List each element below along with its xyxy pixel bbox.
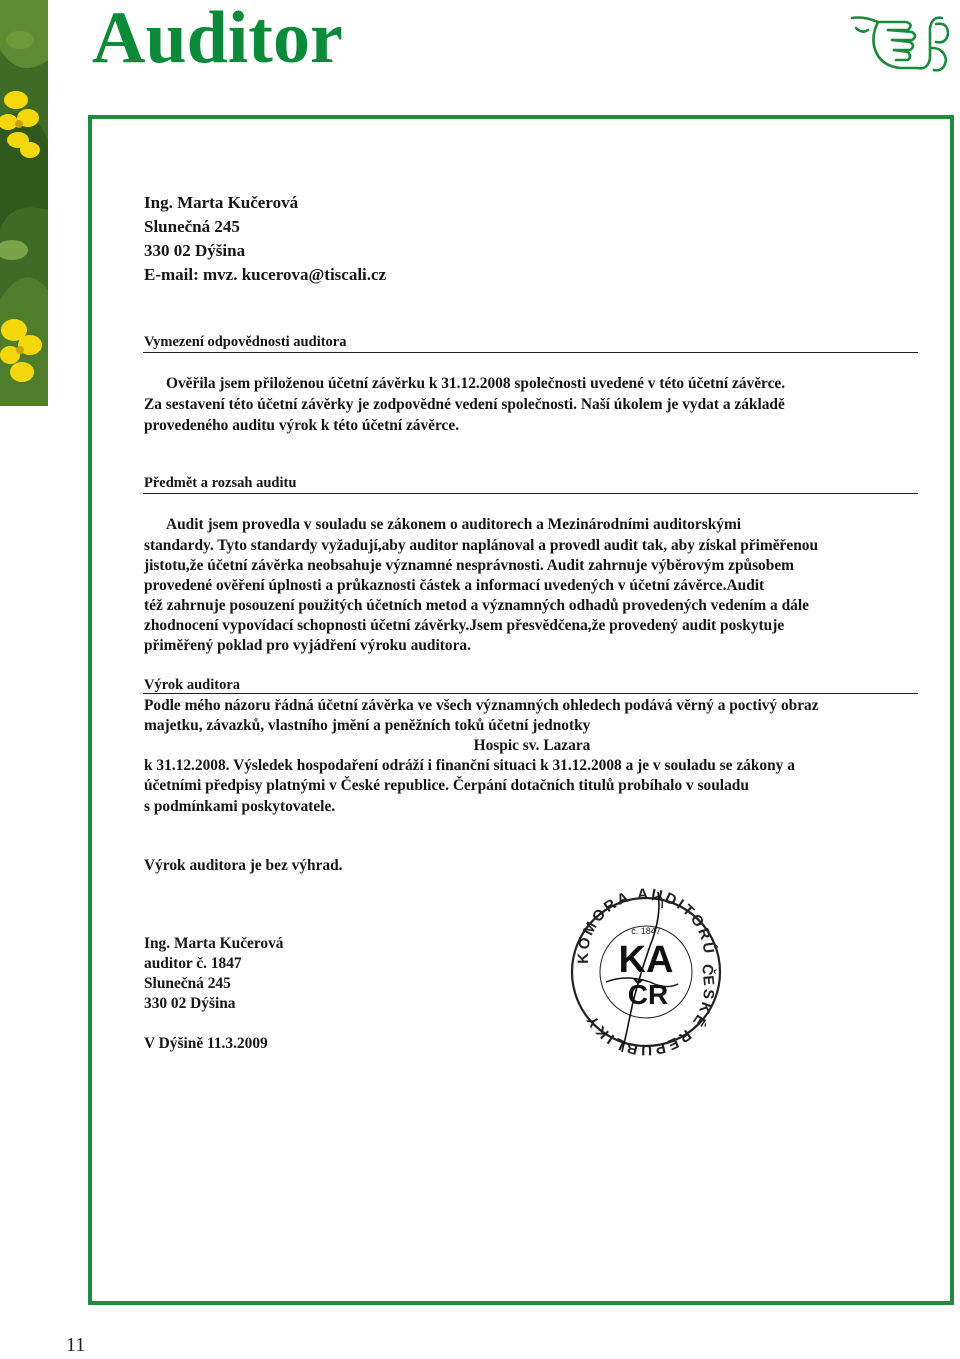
signature-street: Slunečná 245: [144, 975, 231, 992]
sender-email: E-mail: mvz. kucerova@tiscali.cz: [144, 265, 387, 284]
section-rule: [143, 693, 918, 694]
opinion-line: účetními předpisy platnými v České republice. Čerpání dotačních titulů probíhalo v souladu: [144, 777, 749, 794]
opinion-conclusion: Výrok auditora je bez výhrad.: [144, 857, 343, 874]
opinion-line: majetku, závazků, vlastního jmění a peněžních toků účetní jednotky: [144, 717, 591, 734]
signature-city: 330 02 Dýšina: [144, 995, 236, 1012]
page-title: Auditor: [92, 0, 343, 79]
scope-line: zhodnocení vypovídací schopnosti účetní závěrky.Jsem přesvědčena,že provedený audit poskytuje: [144, 617, 785, 634]
svg-text:KA: KA: [618, 939, 674, 981]
place-and-date: V Dýšině 11.3.2009: [144, 1035, 268, 1052]
audited-entity: Hospic sv. Lazara: [473, 737, 591, 754]
scope-line: přiměřený poklad pro vyjádření výroku auditora.: [144, 637, 471, 654]
responsibility-line: Ověřila jsem přiloženou účetní závěrku k 31.12.2008 společnosti uvedené v této účetní závěrce.: [166, 375, 786, 392]
flower-photo: [0, 0, 48, 406]
scope-line: jistotu,že účetní závěrka neobsahuje významné nesprávnosti. Audit zahrnuje výběrovým způsobem: [144, 557, 794, 574]
pointing-hand-icon: [848, 8, 956, 78]
signature-auditor-number: auditor č. 1847: [144, 955, 242, 972]
opinion-line: k 31.12.2008. Výsledek hospodaření odráží i finanční situaci k 31.12.2008 a je v souladu se zákony a: [144, 757, 795, 774]
responsibility-line: provedeného auditu výrok k této účetní závěrce.: [144, 417, 460, 434]
section-heading-responsibility: Vymezení odpovědnosti auditora: [144, 334, 347, 350]
page-number: 11: [66, 1334, 86, 1356]
scope-line: Audit jsem provedla v souladu se zákonem o auditorech a Mezinárodními auditorskými: [166, 516, 742, 533]
svg-text:KOMORA AUDITORŮ ČESKÉ REPUBLIK: KOMORA AUDITORŮ ČESKÉ REPUBLIKY: [574, 886, 718, 1056]
sender-name: Ing. Marta Kučerová: [144, 193, 299, 212]
section-heading-opinion: Výrok auditora: [144, 677, 241, 693]
scope-line: standardy. Tyto standardy vyžadují,aby auditor naplánoval a provedl audit tak, aby získal přiměřenou: [144, 537, 819, 554]
signature-name: Ing. Marta Kučerová: [144, 935, 284, 952]
opinion-line: Podle mého názoru řádná účetní závěrka ve všech významných ohledech podává věrný a poctivý obraz: [144, 697, 819, 714]
svg-text:ČR: ČR: [627, 979, 669, 1010]
svg-text:č. 1847: č. 1847: [631, 926, 661, 936]
auditor-chamber-stamp: [566, 886, 726, 1056]
sender-street: Slunečná 245: [144, 217, 240, 236]
scope-line: provedené ověření úplnosti a průkaznosti částek a informací uvedených v účetní závěrce.Audit: [144, 577, 765, 594]
section-heading-scope: Předmět a rozsah auditu: [144, 475, 297, 491]
responsibility-line: Za sestavení této účetní závěrky je zodpovědné vedení společnosti. Naší úkolem je vydat a základě: [144, 396, 785, 413]
sender-city: 330 02 Dýšina: [144, 241, 246, 260]
section-rule: [143, 352, 918, 353]
opinion-line: s podmínkami poskytovatele.: [144, 798, 336, 815]
scope-line: též zahrnuje posouzení použitých účetních metod a významných odhadů provedených vedením a dále: [144, 597, 809, 614]
section-rule: [143, 493, 918, 494]
